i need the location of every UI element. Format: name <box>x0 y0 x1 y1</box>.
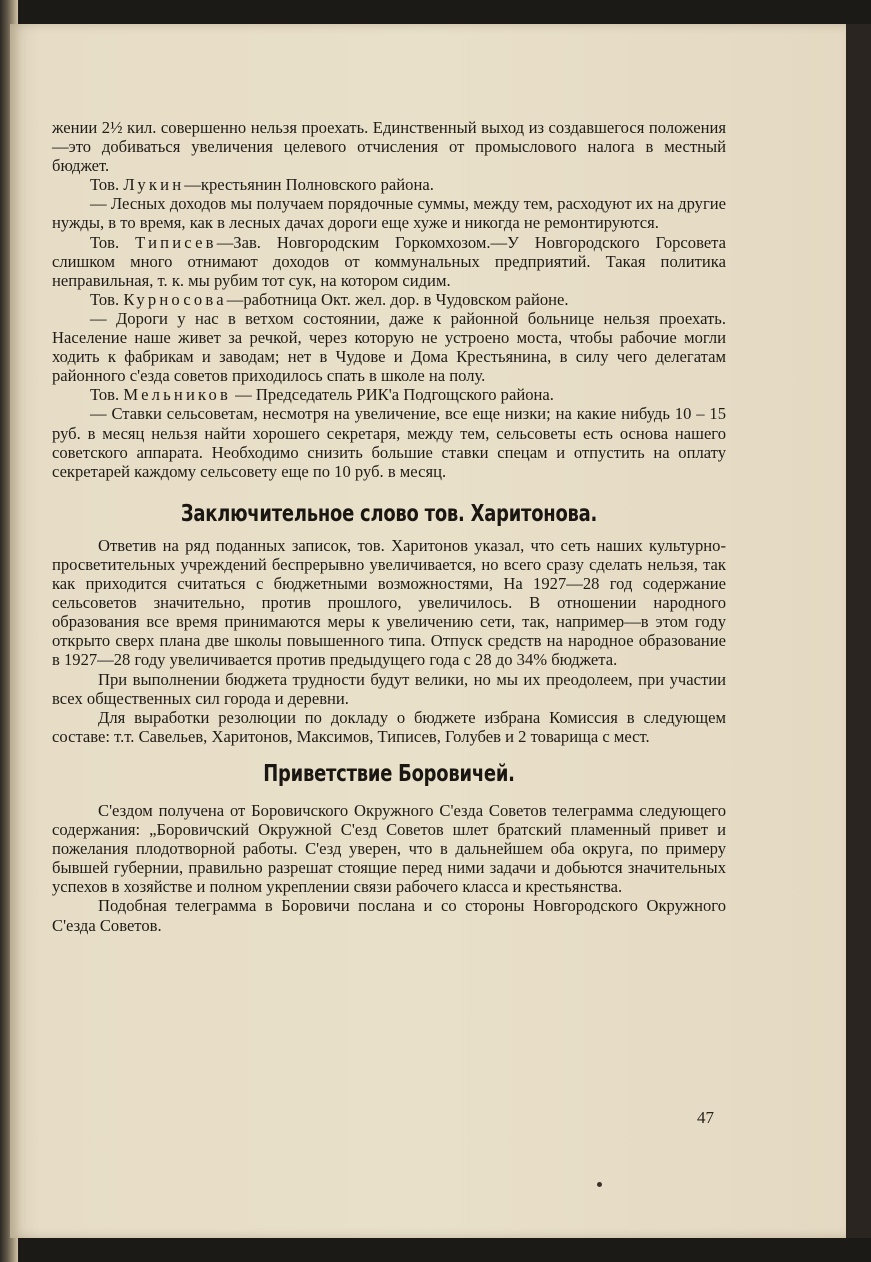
speaker-role: —Зав. Новгородским Горкомхозом.—У Новгородского Горсовета слишком много отнимают доходов от коммунальных предприятий. Такая политика неправильная, т. к. мы рубим тот сук, на котором сидим. <box>52 232 726 290</box>
speaker-role: —работница Окт. жел. дор. в Чудовском районе. <box>226 289 569 309</box>
speaker-name: Лукин <box>123 175 185 195</box>
speaker-line-tipisev <box>52 233 726 290</box>
section-heading-closing-word: Заключительное слово тов. Харитонова. <box>180 500 598 527</box>
page-number: 47 <box>697 1108 714 1127</box>
tov-label: Тов. <box>90 232 120 252</box>
page-edge-shadow <box>846 24 871 1238</box>
section-heading-greeting: Приветствие Боровичей. <box>263 760 515 787</box>
speaker-role: —крестьянин Полновского района. <box>184 175 434 195</box>
paragraph-continuation <box>52 118 726 175</box>
speech-paragraph <box>52 309 726 385</box>
paragraph-text: жении 2½ кил. совершенно нельзя проехать. Единственный выход из создавшегося положения—это добиваться увеличения целевого отчисления от промыслового налога в местный бюджет. <box>52 118 726 176</box>
speech-text: — Дороги у нас в ветхом состоянии, даже к районной больнице нельзя проехать. Население наше живет за речкой, через которую не устроено моста, чтобы рабочие могли ходить к фабрикам и заводам; нет в Чудове и Дома Крестьянина, в силу чего делегатам районного с'езда советов приходилось спать в школе на полу. <box>52 308 726 386</box>
speech-text: — Лесных доходов мы получаем порядочные суммы, между тем, расходуют их на другие нужды, в то время, как в лесных дачах дороги еще хуже и никогда не ремонтируются. <box>52 194 726 233</box>
ink-speck <box>597 1182 602 1187</box>
section-paragraph: Ответив на ряд поданных записок, тов. Харитонов указал, что сеть наших культурно-просветительных учреждений беспрерывно увеличивается, но всего сразу сделать нельзя, так как приходится считаться с бюджетными возможностями, На 1927—28 год содержание сельсоветов значительно, против прошлого, увеличилось. В отношении народного образования все время принимаются меры к увеличению сети, так, например—в этом году открыто сверх плана две школы повышенного типа. Отпуск средств на народное образование в 1927—28 году увеличивается против предыдущего года с 28 до 34% бюджета. <box>52 535 726 670</box>
page-body <box>52 118 726 935</box>
section-paragraph: При выполнении бюджета трудности будут велики, но мы их преодолеем, при участии всех общественных сил города и деревни. <box>52 669 726 708</box>
speech-text: — Ставки сельсоветам, несмотря на увеличение, все еще низки; на какие нибудь 10 – 15 руб. в месяц нельзя найти хорошего секретаря, между тем, сельсоветы есть основа нашего советского аппарата. Необходимо снизить большие ставки спецам и отпустить на оплату секретарей каждому сельсовету еще по 10 руб. в месяц. <box>52 404 726 481</box>
speaker-line-lukin <box>52 175 726 194</box>
tov-label: Тов. <box>90 175 120 195</box>
speech-paragraph <box>52 194 726 232</box>
speaker-line-melnikov <box>52 385 726 404</box>
section-paragraph: Для выработки резолюции по докладу о бюджете избрана Комиссия в следующем составе: т.т. Савельев, Харитонов, Максимов, Типисев, Голубев и 2 товарища с мест. <box>52 707 726 746</box>
section-paragraph: С'ездом получена от Боровичского Окружного С'езда Советов телеграмма следующего содержания: „Боровичский Окружной С'езд Советов шлет братский пламенный привет и пожелания плодотворной работы. С'езд уверен, что в дальнейшем оба округа, по примеру бывшей губернии, правильно разрешат стоящие перед ними задачи и добьются значительных успехов в хозяйстве и полном укреплении связи рабочего класса и крестьянства. <box>52 801 726 897</box>
speaker-name: Мельников <box>123 385 231 405</box>
speaker-line-kurnosova <box>52 290 726 309</box>
section-paragraph: Подобная телеграмма в Боровичи послана и со стороны Новгородского Окружного С'езда Советов. <box>52 896 726 935</box>
tov-label: Тов. <box>90 289 120 309</box>
tov-label: Тов. <box>90 385 120 405</box>
speech-paragraph <box>52 404 726 480</box>
speaker-name: Типисев <box>135 232 217 252</box>
speaker-name: Курносова <box>123 289 227 309</box>
speaker-role: — Председатель РИК'а Подгощского района. <box>231 385 554 405</box>
